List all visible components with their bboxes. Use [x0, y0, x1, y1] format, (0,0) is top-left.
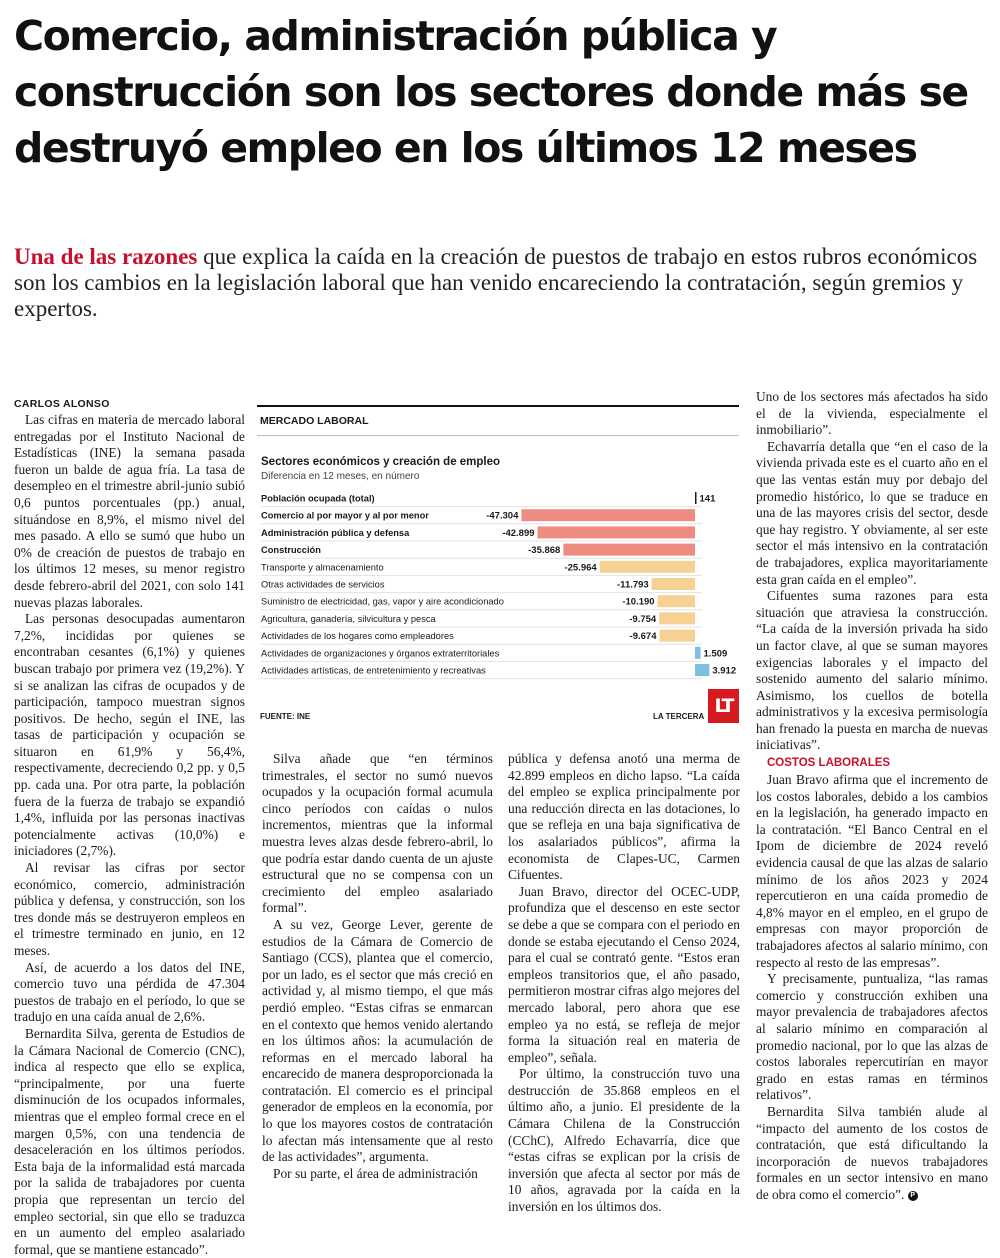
chart-bar — [521, 509, 695, 521]
chart-subtitle: Diferencia en 12 meses, en número — [261, 471, 420, 482]
lead-paragraph — [14, 244, 989, 322]
paragraph: Juan Bravo, director del OCEC-UDP, profundiza que el descenso en este sector se debe a que se compara con el periodo en donde se estaba ejecutando el Censo 2024, para el cual se contrató gente. “Estos eran empleos transitorios que, el año pasado, permitieron mostrar cifras algo mejores del mercado laboral, pero ahora que ese empleo ya no está, se refleja de mejor forma la situación real en materia de empleo”, señala. — [508, 883, 740, 1065]
paragraph: Cifuentes suma razones para esta situación que atraviesa la construcción. “La caída de la inversión privada ha sido un factor clave, al que se suman mayores exigencias laborales y el impacto del sostenido aumento del salario mínimo. Asimismo, los cuellos de botella administrativos y la excesiva permisología han frenado la puesta en marcha de nuevas iniciativas”. — [756, 588, 988, 753]
byline: CARLOS ALONSO — [14, 398, 110, 410]
la-tercera-logo: LT — [708, 689, 739, 723]
paragraph: Por último, la construcción tuvo una destrucción de 35.868 empleos en el último año, a junio. El presidente de la Cámara Chilena de la Construcción (CChC), Alfredo Echavarría, dice que “estas cifras se explican por la crisis de inversión que afecta al sector por más de 10 años, agravada por la caída en la inversión en los últimos dos. — [508, 1066, 740, 1215]
paragraph: Al revisar las cifras por sector económico, comercio, administración pública y defensa, y construcción, son los tres donde más se destruyeron empleos en el trimestre terminado en junio, en 12 meses. — [14, 860, 245, 958]
paragraph: Las cifras en materia de mercado laboral entregadas por el Instituto Nacional de Estadísticas (INE) la semana pasada fueron un balde de agua fría. La tasa de desempleo en el trimestre abril-junio subió 0,6 puntos porcentuales (pp.) anual, situándose en 8,9%, el mismo nivel del mes pasado. A ello se sumó que hubo un 0% de creación de puestos de trabajo en los últimos 12 meses, su menor registro desde febrero-abril del 2021, con solo 141 nuevas plazas laborales. — [14, 412, 245, 610]
chart-bar — [658, 595, 695, 607]
chart-bar — [563, 544, 695, 556]
chart-category-label: Administración pública y defensa — [261, 527, 410, 538]
chart-bar — [538, 526, 695, 538]
chart-value-label: -9.674 — [629, 631, 657, 643]
chart-category-label: Construcción — [261, 545, 321, 556]
chart-bar — [695, 664, 709, 676]
article-column-2 — [262, 751, 493, 1182]
article-column-3 — [508, 751, 740, 1216]
chart-category-label: Otras actividades de servicios — [261, 579, 385, 590]
chart-value-label: 1.509 — [703, 648, 728, 660]
end-mark-icon: P — [908, 1191, 918, 1201]
chart-mercado-laboral — [257, 405, 739, 728]
chart-header-label: MERCADO LABORAL — [260, 415, 369, 427]
chart-category-label: Actividades de organizaciones y órganos extraterritoriales — [261, 648, 500, 659]
chart-category-label: Agricultura, ganadería, silvicultura y pesca — [261, 613, 436, 624]
chart-bar — [695, 492, 697, 504]
subhead-costos-laborales: COSTOS LABORALES — [767, 757, 891, 770]
chart-category-label: Suministro de electricidad, gas, vapor y aire acondicionado — [261, 596, 504, 607]
paragraph-text: Bernardita Silva también alude al “impacto del aumento de los costos de contratación, que está dificultando la incorporación de nuevos trabajadores formales en un sector intensivo en mano de obra como el comercio”. — [756, 1103, 988, 1202]
paragraph: A su vez, George Lever, gerente de estudios de la Cámara de Comercio de Santiago (CCS), plantea que el comercio, por un lado, es el sector que más creció en actividad y, al mismo tiempo, el que más perdió empleo. “Estas cifras se enmarcan en el contexto que hemos venido alertando en los últimos años: la acumulación de reformas en el mercado laboral ha encarecido de manera desproporcionada la contratación. El comercio es el principal generador de empleos en la economía, por lo que los mayores costos de contratación lo afectan más intensamente que al resto de las actividades”, argumenta. — [262, 916, 493, 1165]
article-column-1 — [14, 396, 245, 1258]
chart-category-label: Actividades artísticas, de entretenimiento y recreativas — [261, 665, 486, 676]
chart-value-label: 141 — [699, 493, 716, 505]
paragraph: Por su parte, el área de administración — [273, 1165, 478, 1181]
chart-bar — [695, 647, 701, 659]
chart-value-label: 3.912 — [712, 665, 737, 677]
paragraph: Echavarría detalla que “en el caso de la vivienda privada este es el cuarto año en el que las ventas están muy por debajo del promedio histórico, lo que se traduce en una de las mayores crisis del sector, desde que hay registro. Y obviamente, al ser este sector el más intensivo en la contratación de trabajadores, explica mayoritariamente esta gran caída en el empleo”. — [756, 438, 988, 587]
lead-text: que explica la caída en la creación de puestos de trabajo en estos rubros económicos son los cambios en la legislación laboral que han venido encareciendo la contratación, según gremios y expertos. — [14, 244, 978, 321]
chart-category-label: Actividades de los hogares como empleadores — [261, 631, 454, 642]
chart-plot — [257, 405, 739, 705]
paragraph: Uno de los sectores más afectados ha sido el de la vivienda, especialmente el inmobiliario”. — [756, 389, 988, 438]
chart-value-label: -11.793 — [617, 579, 649, 591]
article-column-4 — [756, 389, 988, 1204]
chart-bar — [659, 630, 695, 642]
paragraph: Así, de acuerdo a los datos del INE, comercio tuvo una pérdida de 47.304 puestos de trabajo en el período, lo que se tradujo en una caída anual de 2,6%. — [14, 959, 245, 1025]
paragraph: Bernardita Silva, gerenta de Estudios de la Cámara Nacional de Comercio (CNC), indica al respecto que ello se explica, “principalmente, por una fuerte disminución de los ocupados informales, mientras que el empleo formal crece en el margen 0,5%, con una tendencia de desaceleración en los últimos períodos. Esta baja de la informalidad está marcada por la salida de trabajadores por cuenta propia que representan un tercio del empleo sectorial, sin que ello se traduzca en un aumento del empleo asalariado formal, que se mantiene estancado”. — [14, 1025, 245, 1257]
chart-value-label: -42.899 — [502, 527, 535, 539]
chart-bar — [659, 612, 695, 624]
chart-bar — [652, 578, 695, 590]
paragraph: Juan Bravo afirma que el incremento de los costos laborales, debido a los cambios en la legislación, ha generado impacto en la contratación. “El Banco Central en el Ipom de diciembre de 2024 reveló evidencia causal de que las alzas de salario mínimo de los años 2023 y 2024 repercutieron en una caída promedio de 4,8% mayor en el empleo, en el grupo de empresas con mayor proporción de trabajadores afectos al salario mínimo, con respecto al resto de las empresas”. — [756, 772, 988, 970]
chart-value-label: -47.304 — [486, 510, 519, 522]
chart-value-label: -25.964 — [564, 562, 597, 574]
chart-source: FUENTE: INE — [260, 712, 311, 721]
paragraph: Y precisamente, puntualiza, “las ramas comercio y construcción exhiben una mayor prevalencia de trabajadores afectos al salario mínimo en comparación al promedio nacional, por lo que las alzas de costos laborales repercutirían en mayor grado en estas ramas en términos relativos”. — [756, 971, 988, 1103]
lead-highlight: Una de las razones — [14, 244, 198, 269]
chart-value-label: -35.868 — [528, 545, 561, 557]
chart-value-label: -9.754 — [629, 613, 657, 625]
chart-value-label: -10.190 — [622, 596, 655, 608]
headline: Comercio, administración pública y construcción son los sectores donde más se destruyó empleo en los últimos 12 meses — [14, 12, 968, 172]
chart-category-label: Transporte y almacenamiento — [261, 562, 384, 573]
paragraph: Las personas desocupadas aumentaron 7,2%, incididas por quienes se encontraban cesantes (6,1%) y quienes buscan trabajo por primera vez (19,2%). Y si se analizan las cifras de ocupados y de participación, tampoco muestran signos positivos. De hecho, según el INE, las tasas de participación y ocupación se situaron en 61,9% y 56,4%, respectivamente, decreciendo 0,2 pp. y 0,5 pp. cada una. Por otra parte, la población fuera de la fuerza de trabajo se expandió 1,4%, influida por las personas inactivas potencialmente activas (10,0%) e iniciadores (2,7%). — [14, 611, 245, 859]
chart-brand: LA TERCERA — [653, 712, 705, 721]
paragraph — [756, 1104, 988, 1204]
paragraph: Silva añade que “en términos trimestrales, el sector no sumó nuevos ocupados y la ocupación formal acumula cinco períodos con caídas o nulos incrementos, mientras que la informal muestra leves alzas desde febrero-abril, lo que podría estar dando cuenta de un ajuste estructural que no se compensa con un crecimiento del empleo asalariado formal”. — [262, 751, 493, 916]
chart-category-label: Comercio al por mayor y al por menor — [261, 510, 429, 521]
chart-title: Sectores económicos y creación de empleo — [261, 456, 501, 468]
paragraph: pública y defensa anotó una merma de 42.899 empleos en dicho lapso. “La caída del empleo se explica principalmente por una reducción directa en las dotaciones, lo que se refleja en una baja significativa de los asalariados públicos”, afirma la economista de Clapes-UC, Carmen Cifuentes. — [508, 751, 740, 883]
chart-bar — [600, 561, 695, 573]
chart-category-label: Población ocupada (total) — [261, 493, 375, 504]
